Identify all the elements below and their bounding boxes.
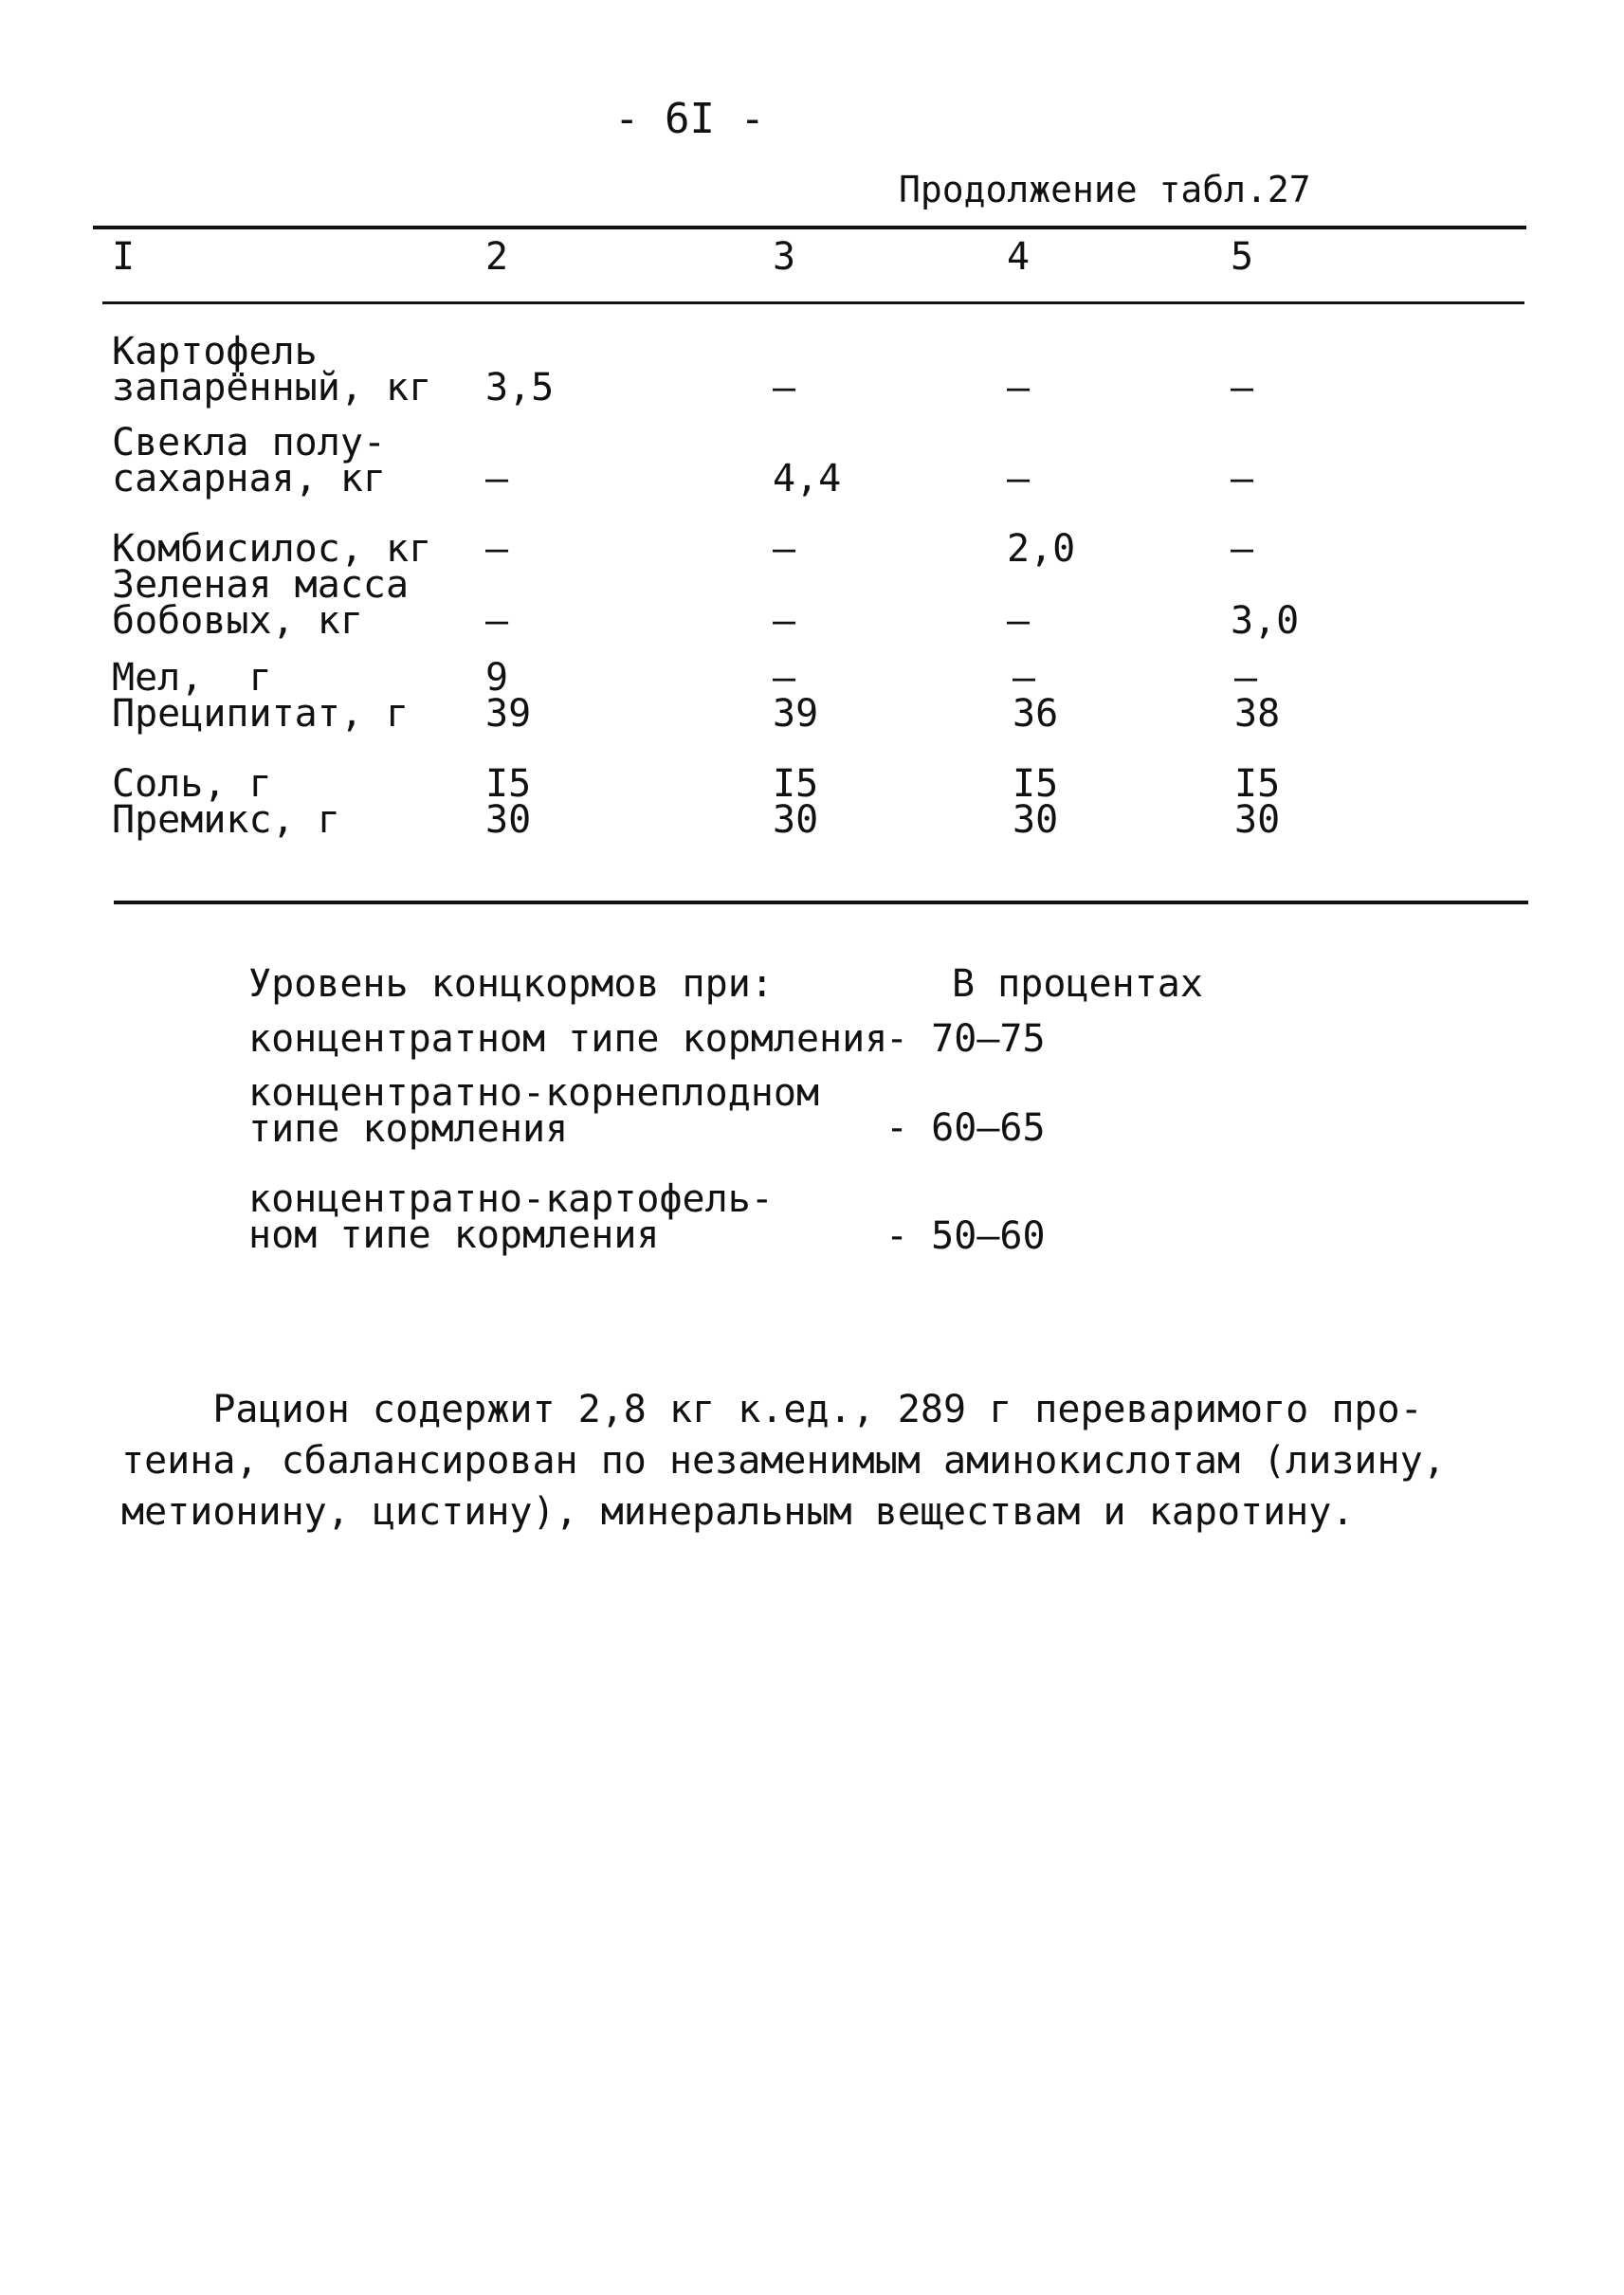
table-row-label	[112, 330, 432, 410]
row-label-line: Мел, г	[112, 656, 272, 700]
table-header-col-2: 2	[485, 235, 509, 279]
table-cell: –	[1007, 599, 1031, 643]
table-cell: –	[1231, 457, 1254, 501]
table-header-rule	[102, 301, 1524, 304]
level-label	[248, 1071, 820, 1151]
table-cell: 30	[485, 798, 532, 842]
table-cell: –	[1231, 366, 1254, 410]
paragraph-line: теина, сбалансирован по незаменимым аминокислотам (лизину,	[121, 1439, 1446, 1483]
table-cell: I5	[773, 762, 819, 806]
row-label-line: Премикс, г	[112, 798, 340, 842]
level-label-line: концентратно-картофель-	[248, 1177, 774, 1221]
levels-heading: Уровень концкормов при:	[248, 962, 774, 1006]
table-cell: 36	[1013, 692, 1059, 736]
table-cell: –	[1007, 366, 1031, 410]
table-cell: I5	[1234, 762, 1281, 806]
row-label-line: Свекла полу-	[112, 421, 386, 464]
paragraph-line: Рацион содержит 2,8 кг к.ед., 289 г переваримого про-	[121, 1388, 1423, 1431]
table-continuation-caption: Продолжение табл.27	[899, 169, 1311, 210]
level-label-line: концентратно-корнеплодном	[248, 1071, 820, 1115]
table-cell: 3,0	[1231, 599, 1300, 643]
level-label	[248, 1177, 774, 1257]
table-cell: –	[1234, 656, 1258, 700]
table-cell: –	[1007, 457, 1031, 501]
paragraph-line: метионину, цистину), минеральным веществам и каротину.	[121, 1490, 1355, 1534]
level-value: - 70–75	[885, 1017, 1046, 1061]
level-label-line: ном типе кормления	[248, 1213, 660, 1257]
table-cell: 30	[773, 798, 819, 842]
table-row-label	[112, 798, 340, 842]
table-cell: –	[773, 366, 796, 410]
row-label-line: Картофель	[112, 330, 318, 373]
table-header-col-3: 3	[773, 235, 796, 279]
table-cell: 3,5	[485, 366, 555, 410]
table-cell: I5	[485, 762, 532, 806]
level-label-line: типе кормления	[248, 1107, 569, 1151]
table-row-label	[112, 762, 272, 806]
row-label-line: сахарная, кг	[112, 457, 386, 501]
table-cell: –	[485, 599, 509, 643]
level-value: - 60–65	[885, 1106, 1046, 1150]
row-label-line: Преципитат, г	[112, 692, 410, 736]
table-cell: 4,4	[773, 457, 842, 501]
table-row-label	[112, 692, 410, 736]
table-row-label	[112, 421, 386, 501]
table-header-col-1: I	[112, 235, 136, 279]
table-cell: –	[773, 527, 796, 571]
table-cell: –	[773, 656, 796, 700]
table-header-col-5: 5	[1231, 235, 1254, 279]
table-cell: 30	[1013, 798, 1059, 842]
table-cell: –	[1231, 527, 1254, 571]
row-label-line: Зеленая масса	[112, 563, 410, 607]
table-cell: 38	[1234, 692, 1281, 736]
table-cell: –	[1013, 656, 1036, 700]
row-label-line: запарённый, кг	[112, 366, 432, 410]
row-label-line: бобовых, кг	[112, 599, 363, 643]
table-cell: –	[485, 457, 509, 501]
table-row-label	[112, 656, 272, 700]
level-value: - 50–60	[885, 1214, 1046, 1258]
table-cell: 39	[485, 692, 532, 736]
table-row-label	[112, 527, 432, 571]
table-cell: 2,0	[1007, 527, 1076, 571]
page-number: - 6I -	[614, 95, 765, 143]
table-cell: 30	[1234, 798, 1281, 842]
table-cell: 39	[773, 692, 819, 736]
table-cell: I5	[1013, 762, 1059, 806]
table-top-rule	[93, 226, 1526, 229]
table-cell: –	[773, 599, 796, 643]
table-bottom-rule	[114, 901, 1528, 904]
table-cell: –	[485, 527, 509, 571]
row-label-line: Соль, г	[112, 762, 272, 806]
table-cell: 9	[485, 656, 509, 700]
ration-summary-paragraph	[121, 1384, 1468, 1538]
row-label-line: Комбисилос, кг	[112, 527, 432, 571]
levels-unit-heading: В процентах	[952, 962, 1203, 1006]
table-row-label	[112, 563, 410, 643]
level-label: концентратном типе кормления	[248, 1017, 888, 1061]
table-header-col-4: 4	[1007, 235, 1031, 279]
